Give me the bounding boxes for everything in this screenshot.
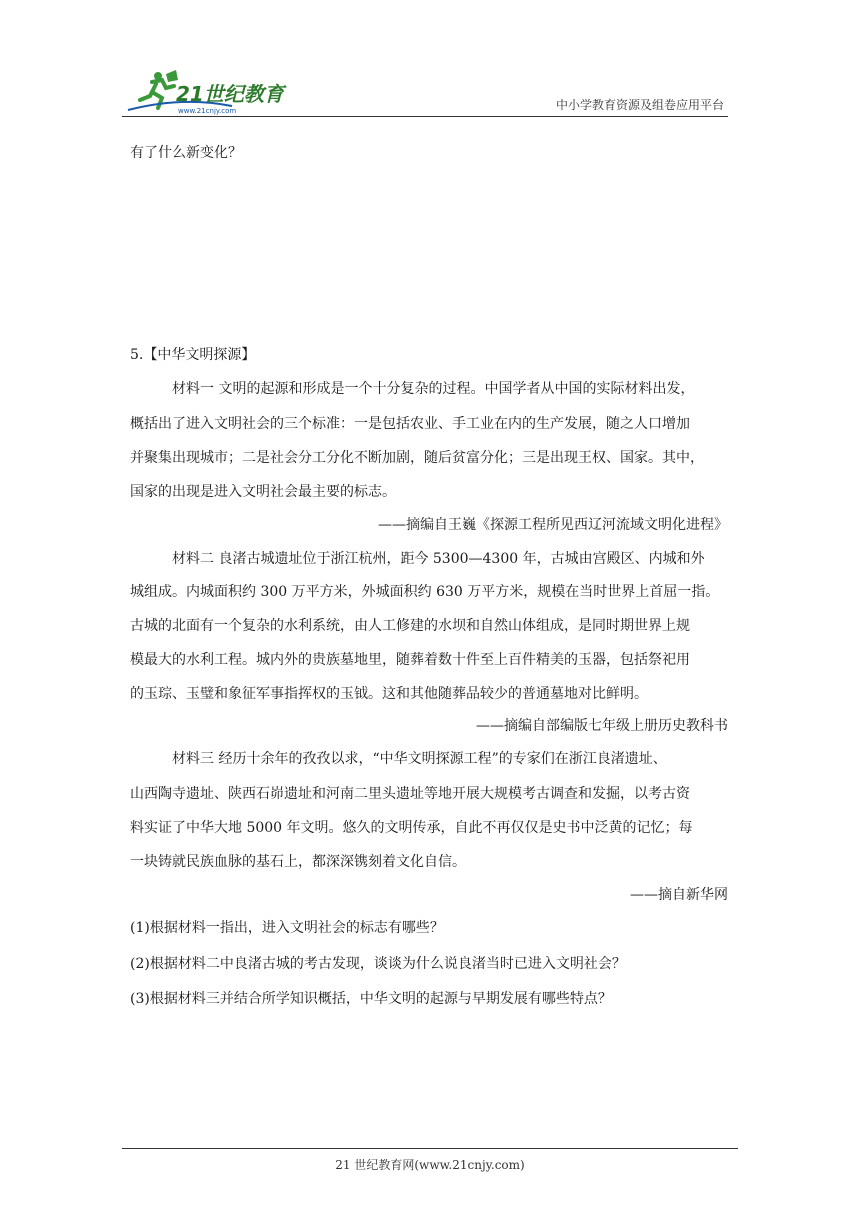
platform-name: 中小学教育资源及组卷应用平台 bbox=[555, 98, 724, 112]
material-2-line: 城组成。内城面积约 300 万平方米，外城面积约 630 万平方米，规模在当时世界上首屈一指。 bbox=[130, 584, 720, 600]
previous-question-tail: 有了什么新变化？ bbox=[130, 145, 242, 161]
material-1-line: 并聚集出现城市；二是社会分工分化不断加剧，随后贫富分化；三是出现王权、国家。其中， bbox=[130, 450, 704, 466]
material-2-line: 材料二 良渚古城遗址位于浙江杭州，距今 5300—4300 年，古城由宫殿区、内城和外 bbox=[172, 551, 705, 567]
material-3-line: 材料三 经历十余年的孜孜以求，“中华文明探源工程”的专家们在浙江良渚遗址、 bbox=[172, 751, 667, 767]
material-3-line: 一块铸就民族血脉的基石上，都深深镌刻着文化自信。 bbox=[130, 854, 466, 870]
material-1-line: 国家的出现是进入文明社会最主要的标志。 bbox=[130, 484, 396, 500]
sub-question-1: (1)根据材料一指出，进入文明社会的标志有哪些？ bbox=[130, 920, 444, 936]
material-2-line: 古城的北面有一个复杂的水利系统，由人工修建的水坝和自然山体组成，是同时期世界上规 bbox=[130, 618, 690, 634]
material-1-source: ——摘编自王巍《探源工程所见西辽河流域文明化进程》 bbox=[378, 517, 728, 533]
material-2-line: 的玉琮、玉璧和象征军事指挥权的玉钺。这和其他随葬品较少的普通墓地对比鲜明。 bbox=[130, 686, 648, 702]
footer-divider bbox=[122, 1148, 738, 1149]
material-3-source: ——摘自新华网 bbox=[630, 887, 728, 903]
material-1-line: 概括出了进入文明社会的三个标准：一是包括农业、手工业在内的生产发展，随之人口增加 bbox=[130, 416, 690, 432]
material-1-line: 材料一 文明的起源和形成是一个十分复杂的过程。中国学者从中国的实际材料出发， bbox=[172, 381, 695, 397]
sub-question-3: (3)根据材料三并结合所学知识概括，中华文明的起源与早期发展有哪些特点？ bbox=[130, 991, 612, 1007]
sub-question-2: (2)根据材料二中良渚古城的考古发现，谈谈为什么说良渚当时已进入文明社会？ bbox=[130, 956, 626, 972]
material-3-line: 料实证了中华大地 5000 年文明。悠久的文明传承，自此不再仅仅是史书中泛黄的记忆；每 bbox=[130, 820, 693, 836]
question-5-title: 5.【中华文明探源】 bbox=[130, 347, 256, 363]
material-2-source: ——摘编自部编版七年级上册历史教科书 bbox=[476, 718, 728, 734]
footer-site: 21 世纪教育网(www.21cnjy.com) bbox=[335, 1158, 525, 1172]
svg-text:www.21cnjy.com: www.21cnjy.com bbox=[178, 107, 237, 115]
material-3-line: 山西陶寺遗址、陕西石峁遗址和河南二里头遗址等地开展大规模考古调查和发掘，以考古资 bbox=[130, 786, 690, 802]
21cnjy-logo bbox=[122, 66, 292, 116]
material-2-line: 模最大的水利工程。城内外的贵族墓地里，随葬着数十件至上百件精美的玉器，包括祭祀用 bbox=[130, 652, 690, 668]
page-header bbox=[122, 66, 728, 117]
svg-text:21世纪教育: 21世纪教育 bbox=[176, 82, 284, 106]
